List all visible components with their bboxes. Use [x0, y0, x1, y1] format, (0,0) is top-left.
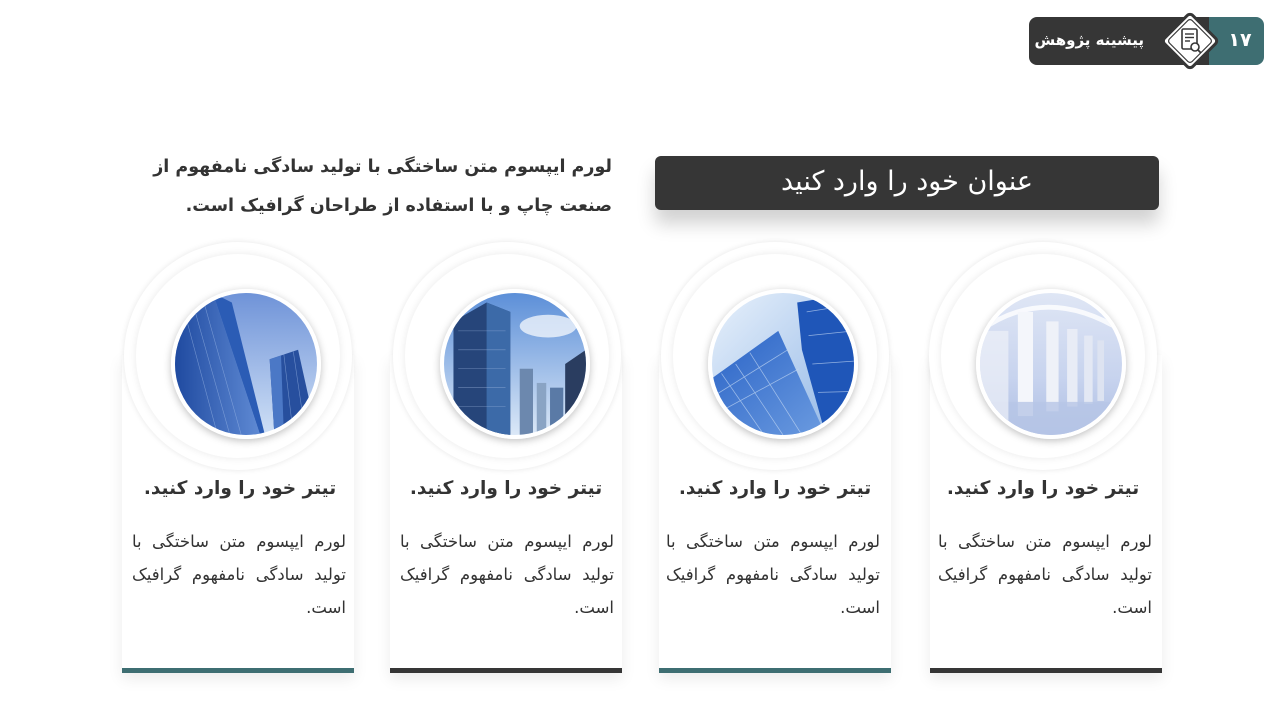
- section-label: پیشینه پژوهش: [1034, 31, 1144, 49]
- card-accent-bar: [122, 668, 354, 673]
- card-4-photo-frame: [929, 242, 1157, 470]
- card-3-title: تیتر خود را وارد کنید.: [678, 478, 872, 499]
- glass-facade-photo: [708, 289, 858, 439]
- card-accent-bar: [930, 668, 1162, 673]
- card-accent-bar: [390, 668, 622, 673]
- card-2-photo-frame: [393, 242, 621, 470]
- section-badge: [1029, 17, 1264, 65]
- document-search-icon: [1157, 8, 1223, 74]
- card-4-title: تیتر خود را وارد کنید.: [946, 478, 1140, 499]
- white-colonnade-photo: [976, 289, 1126, 439]
- card-3-photo-frame: [661, 242, 889, 470]
- card-4-text: لورم ایپسوم متن ساختگی با تولید سادگی نامفهوم گرافیک است.: [938, 532, 1152, 617]
- page-title: عنوان خود را وارد کنید: [781, 166, 1033, 197]
- card-1-photo-frame: [124, 242, 352, 470]
- card-3-text: لورم ایپسوم متن ساختگی با تولید سادگی نامفهوم گرافیک است.: [666, 532, 880, 617]
- card-1-title: تیتر خود را وارد کنید.: [143, 478, 337, 499]
- slide-number: ۱۷: [1228, 29, 1252, 51]
- intro-text: لورم ایپسوم متن ساختگی با تولید سادگی نامفهوم از صنعت چاپ و با استفاده از طراحان گرافیک است.: [153, 157, 612, 216]
- card-2-text: لورم ایپسوم متن ساختگی با تولید سادگی نامفهوم گرافیک است.: [400, 532, 614, 617]
- title-bar: [655, 156, 1159, 210]
- card-accent-bar: [659, 668, 891, 673]
- card-2-title: تیتر خود را وارد کنید.: [409, 478, 603, 499]
- glass-skyscrapers-photo: [171, 289, 321, 439]
- city-towers-photo: [440, 289, 590, 439]
- card-1-text: لورم ایپسوم متن ساختگی با تولید سادگی نامفهوم گرافیک است.: [132, 532, 346, 617]
